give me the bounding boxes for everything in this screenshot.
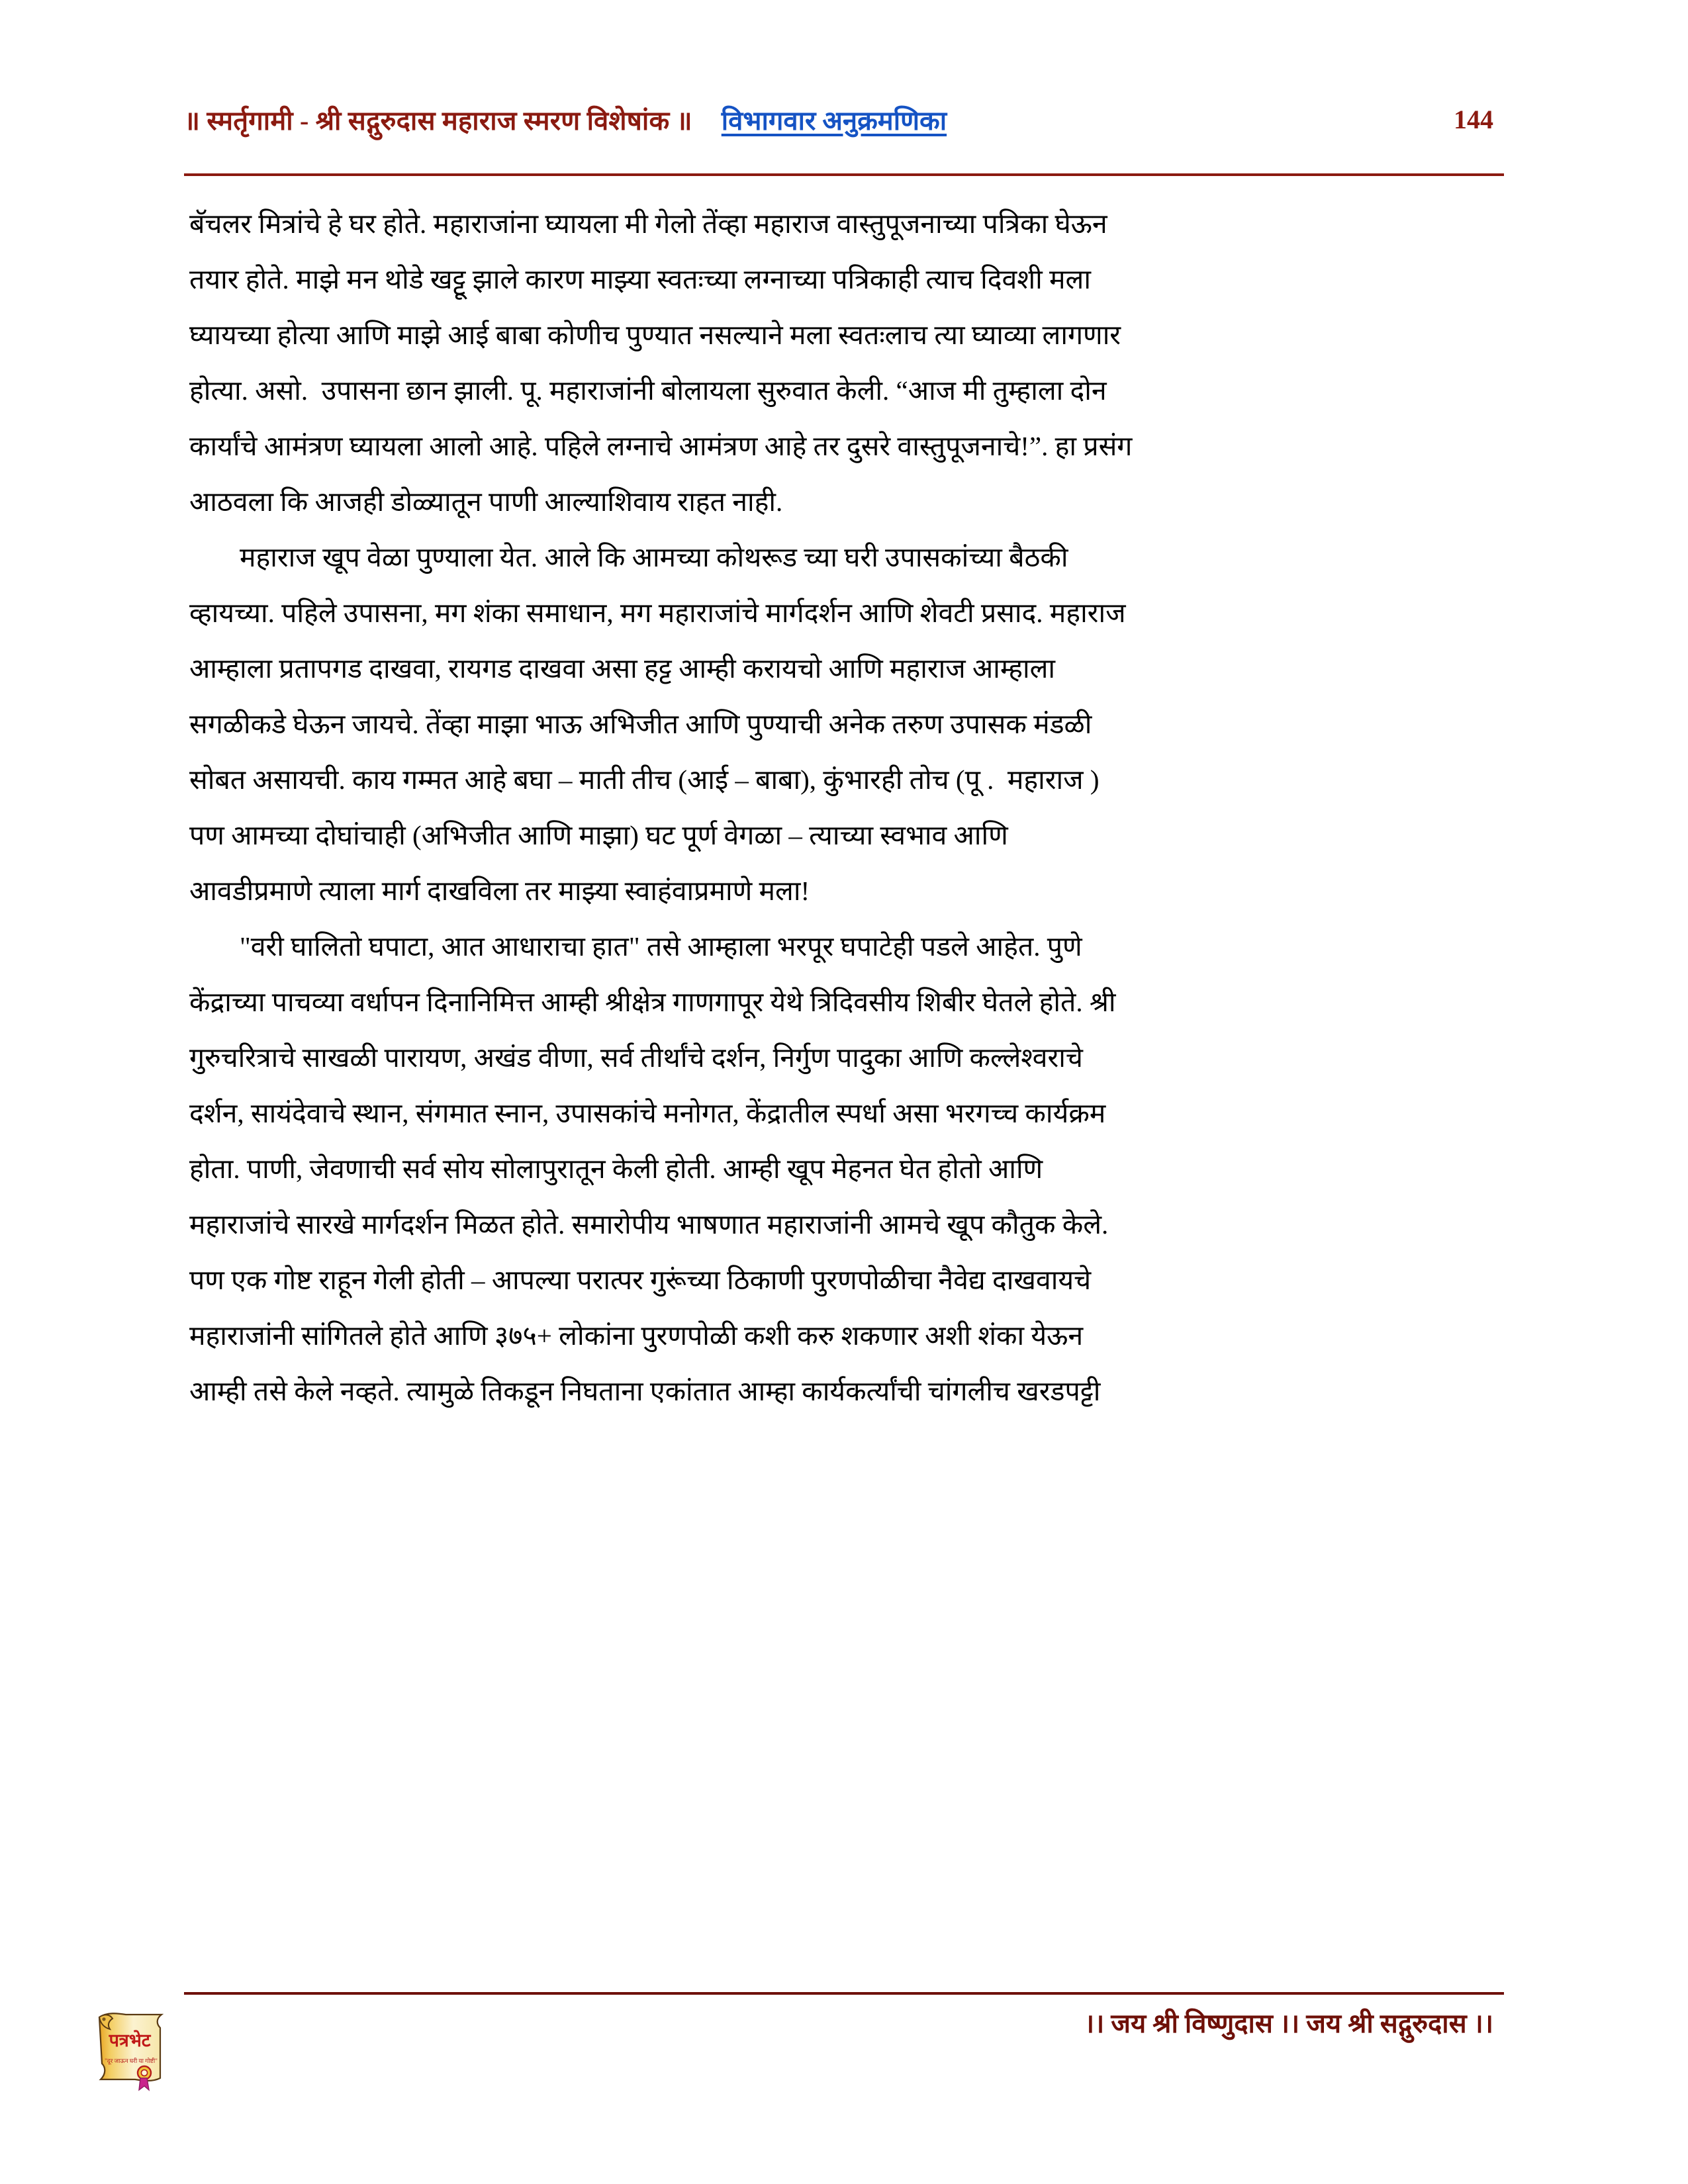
paragraph-1-line-4 bbox=[189, 363, 1507, 418]
line-text: दर्शन, सायंदेवाचे स्थान, संगमात स्नान, उपासकांचे मनोगत, केंद्रातील स्पर्धा असा भरगच्च कार्यक्रम bbox=[189, 1098, 1106, 1128]
paragraph-3-line-3 bbox=[189, 1030, 1507, 1085]
line-text: घ्यायच्या होत्या आणि माझे आई बाबा कोणीच पुण्यात नसल्याने मला स्वतःलाच त्या घ्याव्या लागणार bbox=[189, 320, 1121, 350]
paragraph-3-line-6: महाराजांचे सारखे मार्गदर्शन मिळत होते. समारोपीय भाषणात महाराजांनी आमचे खूप कौतुक केले. bbox=[189, 1209, 1109, 1240]
paragraph-1-line-1 bbox=[189, 196, 1507, 251]
paragraph-3-line-5: होता. पाणी, जेवणाची सर्व सोय सोलापुरातून केली होती. आम्ही खूप मेहनत घेत होतो आणि bbox=[189, 1154, 1043, 1184]
body-content bbox=[189, 196, 1507, 1930]
line-text: सगळीकडे घेऊन जायचे. तेंव्हा माझा भाऊ अभिजीत आणि पुण्याची अनेक तरुण उपासक मंडळी bbox=[189, 709, 1092, 739]
paragraph-3 bbox=[189, 919, 1507, 1419]
paragraph-3-line-9 bbox=[189, 1363, 1507, 1419]
paragraph-1 bbox=[189, 196, 1507, 529]
paragraph-2-line-2 bbox=[189, 585, 1507, 641]
page-number: 144 bbox=[1454, 104, 1493, 134]
header-divider bbox=[184, 173, 1504, 176]
paragraph-3-line-2 bbox=[189, 974, 1507, 1030]
line-text: महाराजांनी सांगितले होते आणि ३७५+ लोकांना पुरणपोळी कशी करु शकणार अशी शंका येऊन bbox=[189, 1320, 1084, 1351]
line-text: होत्या. असो. उपासना छान झाली. पू. महाराजांनी बोलायला सुरुवात केली. “आज मी तुम्हाला दोन bbox=[189, 375, 1107, 406]
paragraph-2 bbox=[189, 529, 1507, 919]
line-text: तयार होते. माझे मन थोडे खट्टू झाले कारण माझ्या स्वतःच्या लग्नाच्या पत्रिकाही त्याच दिवशी मला bbox=[189, 264, 1091, 295]
paragraph-1-line-3 bbox=[189, 307, 1507, 363]
paragraph-2-line-4 bbox=[189, 696, 1507, 752]
line-text: गुरुचरित्राचे साखळी पारायण, अखंड वीणा, सर्व तीर्थांचे दर्शन, निर्गुण पादुका आणि कल्लेश्वराचे bbox=[189, 1042, 1083, 1073]
paragraph-2-line-3: आम्हाला प्रतापगड दाखवा, रायगड दाखवा असा हट्ट आम्ही करायचो आणि महाराज आम्हाला bbox=[189, 653, 1056, 684]
line-text: कार्यांचे आमंत्रण घ्यायला आलो आहे. पहिले लग्नाचे आमंत्रण आहे तर दुसरे वास्तुपूजनाचे!”. हा प्रसंग bbox=[189, 431, 1133, 461]
svg-text:"दूर जाऊन घरी या गोष्टी": "दूर जाऊन घरी या गोष्टी" bbox=[105, 2058, 158, 2064]
line-text: पण एक गोष्ट राहून गेली होती – आपल्या परात्पर गुरूंच्या ठिकाणी पुरणपोळीचा नैवेद्य दाखवायचे bbox=[189, 1265, 1092, 1295]
page-header bbox=[184, 93, 1504, 146]
footer-text: ।। जय श्री विष्णुदास ।। जय श्री सद्गुरुदास ।। bbox=[1084, 2009, 1493, 2038]
paragraph-2-line-7: आवडीप्रमाणे त्याला मार्ग दाखविला तर माझ्या स्वाहंवाप्रमाणे मला! bbox=[189, 876, 810, 906]
paragraph-2-line-1: महाराज खूप वेळा पुण्याला येत. आले कि आमच्या कोथरूड च्या घरी उपासकांच्या बैठकी bbox=[240, 542, 1068, 572]
header-title: ॥ स्मर्तृगामी - श्री सद्गुरुदास महाराज स्मरण विशेषांक ॥ bbox=[184, 105, 692, 136]
line-text: बॅचलर मित्रांचे हे घर होते. महाराजांना घ्यायला मी गेलो तेंव्हा महाराज वास्तुपूजनाच्या पत्रिका घेऊन bbox=[189, 208, 1107, 239]
patrabhet-scroll-icon bbox=[87, 1999, 173, 2091]
line-text: सोबत असायची. काय गम्मत आहे बघा – माती तीच (आई – बाबा), कुंभारही तोच (पू . महाराज ) bbox=[189, 764, 1100, 795]
paragraph-2-line-6: पण आमच्या दोघांचाही (अभिजीत आणि माझा) घट पूर्ण वेगळा – त्याच्या स्वभाव आणि bbox=[189, 820, 1008, 850]
paragraph-2-line-5 bbox=[189, 752, 1507, 807]
svg-text:पत्रभेट: पत्रभेट bbox=[109, 2030, 151, 2050]
line-text: केंद्राच्या पाचव्या वर्धापन दिनानिमित्त आम्ही श्रीक्षेत्र गाणगापूर येथे त्रिदिवसीय शिबीर घेतले होते. श्री bbox=[189, 987, 1116, 1017]
paragraph-1-line-2 bbox=[189, 251, 1507, 307]
footer-divider bbox=[184, 1992, 1504, 1995]
index-link[interactable]: विभागवार अनुक्रमणिका bbox=[721, 105, 947, 136]
line-text: आम्ही तसे केले नव्हते. त्यामुळे तिकडून निघताना एकांतात आम्हा कार्यकर्त्यांची चांगलीच खरडपट्टी bbox=[189, 1376, 1101, 1406]
paragraph-1-line-6: आठवला कि आजही डोळ्यातून पाणी आल्याशिवाय राहत नाही. bbox=[189, 486, 783, 517]
paragraph-3-line-7 bbox=[189, 1252, 1507, 1308]
line-text: व्हायच्या. पहिले उपासना, मग शंका समाधान, मग महाराजांचे मार्गदर्शन आणि शेवटी प्रसाद. महाराज bbox=[189, 598, 1126, 628]
paragraph-3-line-1: "वरी घालितो घपाटा, आत आधाराचा हात" तसे आम्हाला भरपूर घपाटेही पडले आहेत. पुणे bbox=[240, 931, 1082, 962]
paragraph-3-line-8 bbox=[189, 1308, 1507, 1363]
paragraph-1-line-5 bbox=[189, 418, 1507, 474]
paragraph-3-line-4 bbox=[189, 1085, 1507, 1141]
